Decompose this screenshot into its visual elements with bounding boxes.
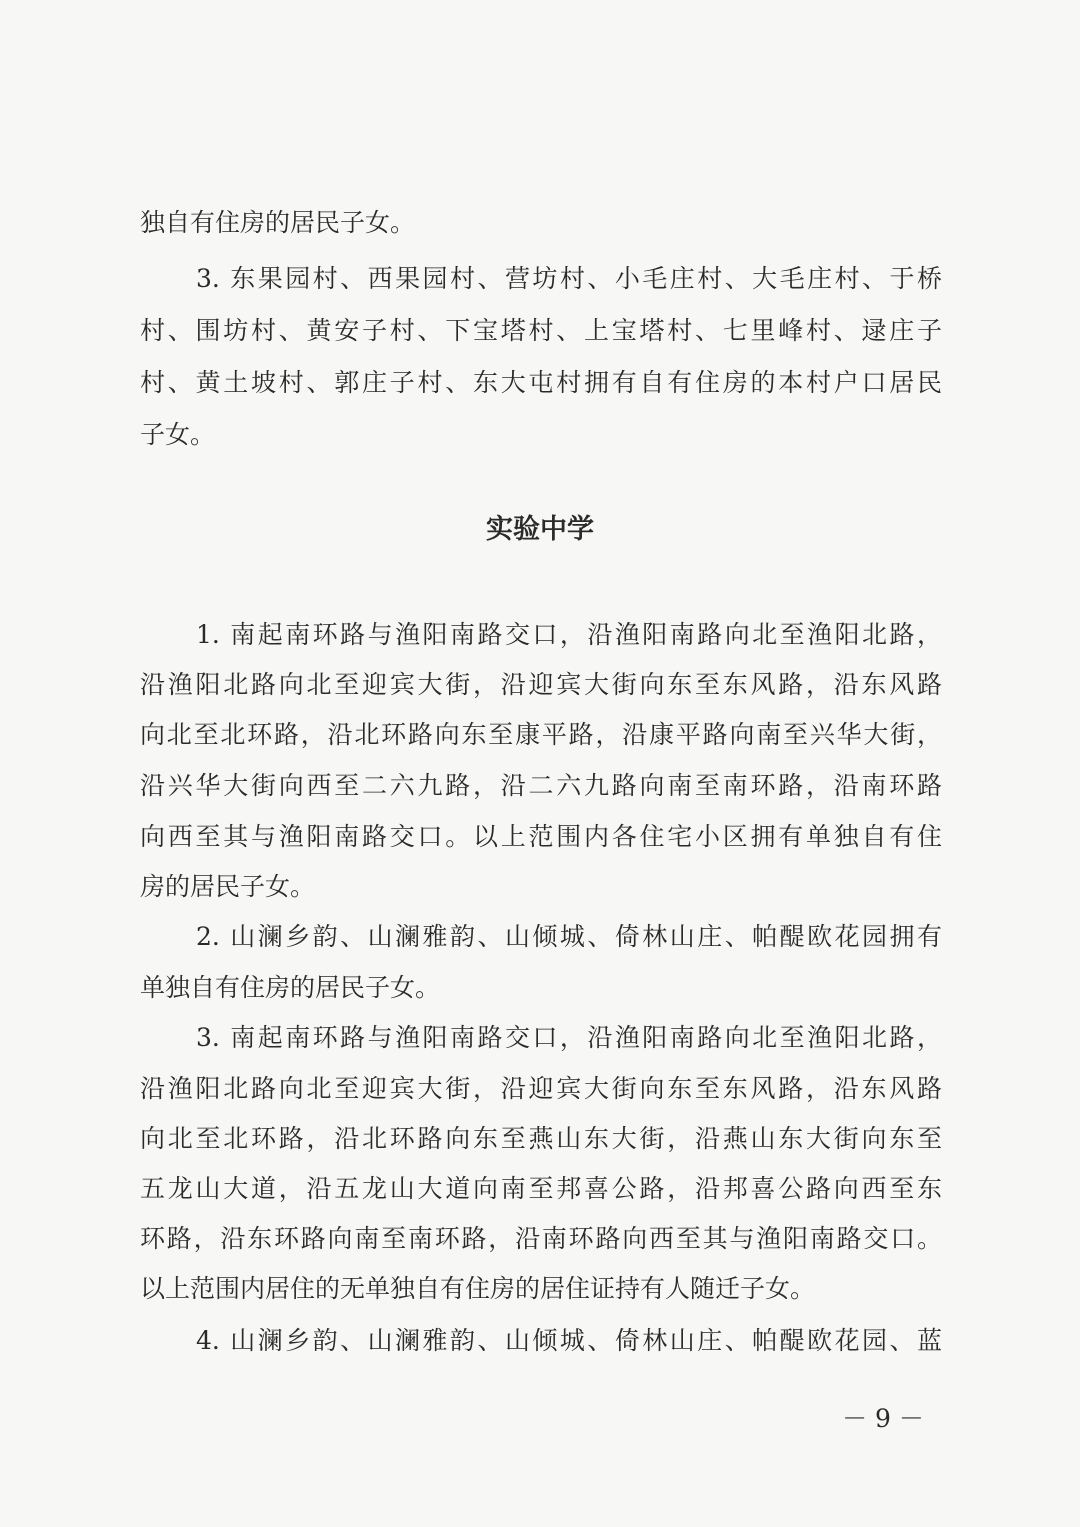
section-heading: 实验中学 bbox=[486, 514, 594, 545]
text-line: 向北至北环路，沿北环路向东至康平路，沿康平路向南至兴华大街， bbox=[140, 720, 942, 749]
text-line: 五龙山大道，沿五龙山大道向南至邦喜公路，沿邦喜公路向西至东 bbox=[140, 1174, 942, 1203]
page-number: － 9 － bbox=[842, 1404, 924, 1433]
text-line: 沿渔阳北路向北至迎宾大街，沿迎宾大街向东至东风路，沿东风路 bbox=[140, 1074, 942, 1103]
text-line: 村、黄土坡村、郭庄子村、东大屯村拥有自有住房的本村户口居民 bbox=[140, 368, 942, 397]
text-line: 村、围坊村、黄安子村、下宝塔村、上宝塔村、七里峰村、逯庄子 bbox=[140, 316, 942, 345]
text-line: 独自有住房的居民子女。 bbox=[140, 208, 416, 237]
text-line: 环路，沿东环路向南至南环路，沿南环路向西至其与渔阳南路交口。 bbox=[140, 1224, 942, 1253]
text-line: 2. 山澜乡韵、山澜雅韵、山倾城、倚林山庄、帕醍欧花园拥有 bbox=[196, 922, 942, 951]
text-line: 向西至其与渔阳南路交口。以上范围内各住宅小区拥有单独自有住 bbox=[140, 822, 942, 851]
text-line: 向北至北环路，沿北环路向东至燕山东大街，沿燕山东大街向东至 bbox=[140, 1124, 942, 1153]
text-line: 以上范围内居住的无单独自有住房的居住证持有人随迁子女。 bbox=[140, 1274, 816, 1303]
text-line: 沿渔阳北路向北至迎宾大街，沿迎宾大街向东至东风路，沿东风路 bbox=[140, 670, 942, 699]
text-line: 房的居民子女。 bbox=[140, 872, 316, 901]
text-line: 单独自有住房的居民子女。 bbox=[140, 973, 441, 1002]
text-line: 子女。 bbox=[140, 420, 216, 449]
text-line: 1. 南起南环路与渔阳南路交口，沿渔阳南路向北至渔阳北路， bbox=[196, 620, 942, 649]
text-line: 4. 山澜乡韵、山澜雅韵、山倾城、倚林山庄、帕醍欧花园、蓝 bbox=[196, 1326, 942, 1355]
text-line: 沿兴华大街向西至二六九路，沿二六九路向南至南环路，沿南环路 bbox=[140, 771, 942, 800]
text-line: 3. 东果园村、西果园村、营坊村、小毛庄村、大毛庄村、于桥 bbox=[196, 264, 942, 293]
text-line: 3. 南起南环路与渔阳南路交口，沿渔阳南路向北至渔阳北路， bbox=[196, 1023, 942, 1052]
